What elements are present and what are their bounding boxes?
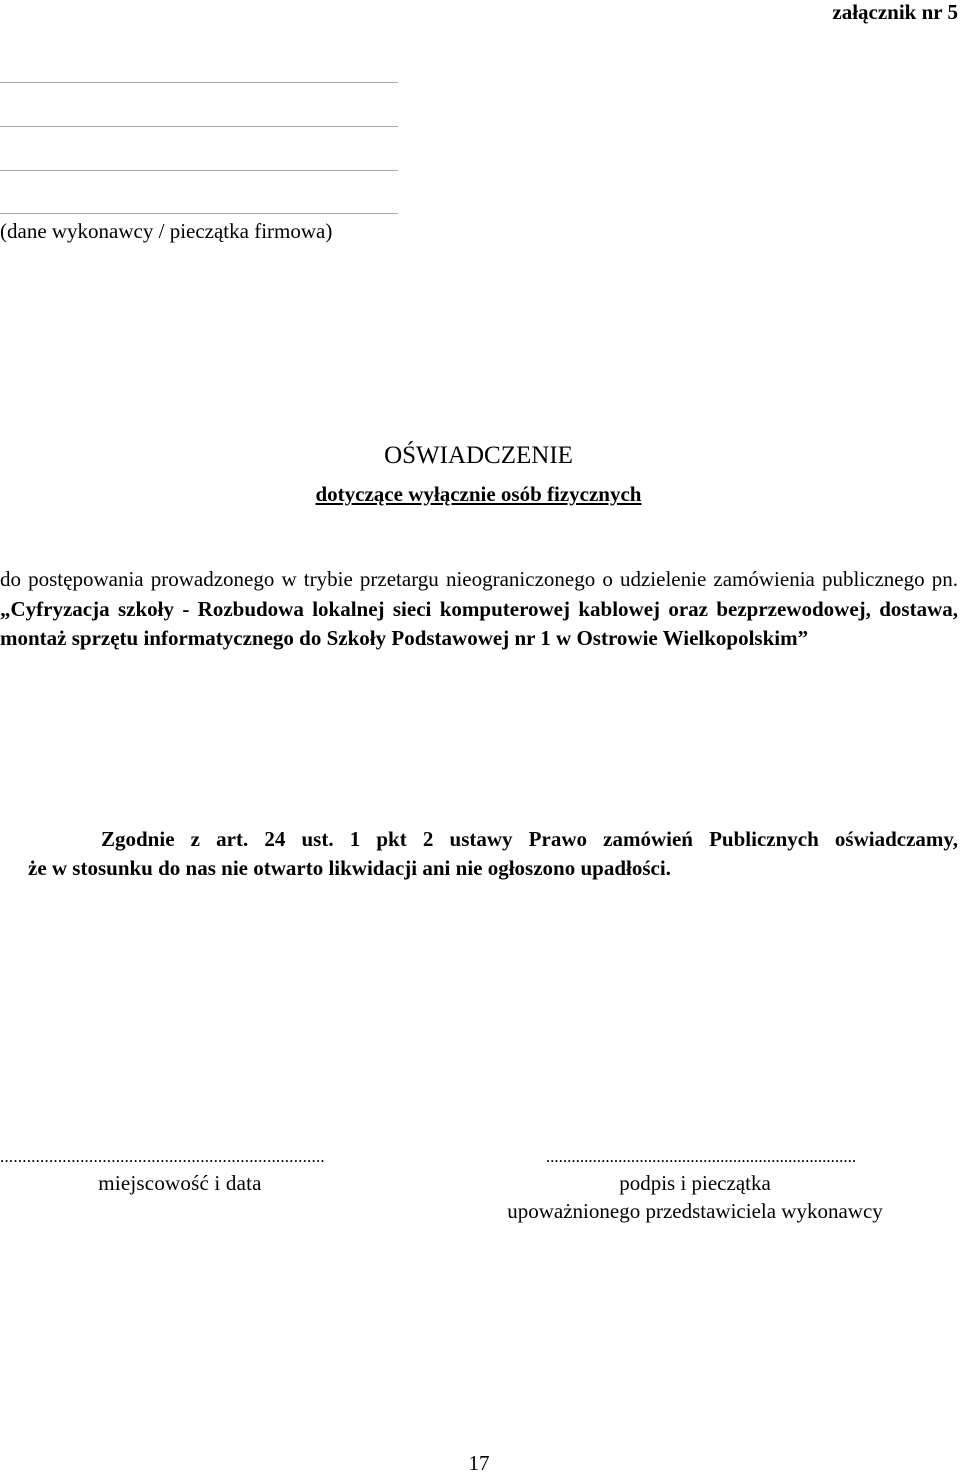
contractor-data-line-4 bbox=[0, 213, 398, 214]
place-date-signature-block bbox=[0, 1143, 420, 1197]
place-date-dotted-line: ......................................................................... bbox=[0, 1147, 325, 1166]
statement-subtitle: dotyczące wyłącznie osób fizycznych bbox=[315, 482, 642, 506]
intro-text: do postępowania prowadzonego w trybie przetargu nieograniczonego o udzielenie zamówienia publicznego pn. bbox=[0, 567, 958, 591]
place-date-caption: miejscowość i data bbox=[98, 1171, 262, 1195]
statement-intro-paragraph bbox=[0, 565, 958, 654]
page-number: 17 bbox=[468, 1451, 490, 1475]
contractor-data-line-1 bbox=[0, 82, 398, 83]
declaration-paragraph bbox=[0, 825, 958, 882]
project-name: „Cyfryzacja szkoły - Rozbudowa lokalnej sieci komputerowej kablowej oraz bezprzewodowej, dostawa, montaż sprzętu informatycznego do Szkoły Podstawowej nr 1 w Ostrowie Wielkopolskim” bbox=[0, 596, 958, 650]
statement-title: OŚWIADCZENIE bbox=[384, 442, 573, 469]
signature-caption-line-2: upoważnionego przedstawiciela wykonawcy bbox=[507, 1199, 883, 1223]
signature-stamp-block bbox=[470, 1143, 920, 1225]
declaration-line-1: Zgodnie z art. 24 ust. 1 pkt 2 ustawy Prawo zamówień Publicznych oświadczamy, bbox=[101, 827, 958, 851]
contractor-data-caption: (dane wykonawcy / pieczątka firmowa) bbox=[0, 219, 333, 243]
declaration-line-2: że w stosunku do nas nie otwarto likwidacji ani nie ogłoszono upadłości. bbox=[28, 855, 671, 880]
signature-caption-line-1: podpis i pieczątka bbox=[619, 1171, 771, 1195]
signature-dotted-line: ......................................................................... bbox=[545, 1147, 857, 1166]
contractor-data-line-2 bbox=[0, 126, 398, 127]
annex-label: załącznik nr 5 bbox=[832, 0, 958, 24]
contractor-data-line-3 bbox=[0, 170, 398, 171]
